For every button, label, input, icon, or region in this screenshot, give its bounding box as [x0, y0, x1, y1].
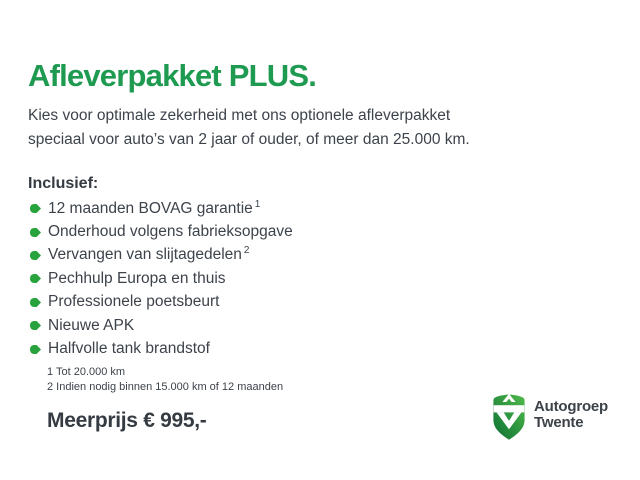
- feature-list: [28, 197, 640, 361]
- leaf-bullet-icon: [28, 344, 42, 355]
- list-heading: Inclusief:: [28, 175, 99, 192]
- leaf-bullet-icon: [28, 227, 42, 238]
- leaf-bullet-icon: [28, 273, 42, 284]
- list-item-label: Professionele poetsbeurt: [48, 293, 220, 311]
- footnotes: [47, 365, 640, 396]
- intro-line-2: speciaal voor auto’s van 2 jaar of ouder, of meer dan 25.000 km.: [28, 131, 470, 148]
- list-item: [28, 267, 640, 290]
- list-item: [28, 244, 640, 267]
- list-item-label: Nieuwe APK: [48, 316, 135, 334]
- list-item: [28, 291, 640, 314]
- intro-line-1: Kies voor optimale zekerheid met ons optionele afleverpakket: [28, 107, 451, 124]
- footnote-2: 2 Indien nodig binnen 15.000 km of 12 maanden: [47, 381, 284, 394]
- leaf-bullet-icon: [28, 297, 42, 308]
- list-item-label: Vervangen van slijtagedelen $^2$: [48, 245, 250, 264]
- list-item: [28, 314, 640, 337]
- autogroep-shield-icon: [492, 393, 526, 442]
- list-item: [28, 337, 640, 360]
- list-item-label: Onderhoud volgens fabrieksopgave: [48, 223, 293, 241]
- list-item: [28, 220, 640, 243]
- leaf-bullet-icon: [28, 203, 42, 214]
- leaf-bullet-icon: [28, 320, 42, 331]
- list-item-label: 12 maanden BOVAG garantie $^1$: [48, 198, 261, 217]
- list-item: [28, 197, 640, 220]
- page-title: Afleverpakket PLUS.: [28, 58, 317, 93]
- leaf-bullet-icon: [28, 250, 42, 261]
- list-item-label: Pechhulp Europa en thuis: [48, 269, 226, 287]
- list-item-label: Halfvolle tank brandstof: [48, 340, 210, 358]
- footnote-marker: 2: [243, 245, 250, 257]
- footnote-1: 1 Tot 20.000 km: [47, 365, 126, 378]
- dealer-name-line-1: Autogroep: [534, 398, 609, 415]
- intro-paragraph: [28, 104, 588, 152]
- dealer-name-line-2: Twente: [534, 414, 584, 431]
- dealer-logo: [492, 393, 608, 442]
- footnote-marker: 1: [254, 198, 261, 210]
- price-line: Meerprijs € 995,-: [47, 408, 207, 432]
- dealer-logo-text: [534, 399, 608, 431]
